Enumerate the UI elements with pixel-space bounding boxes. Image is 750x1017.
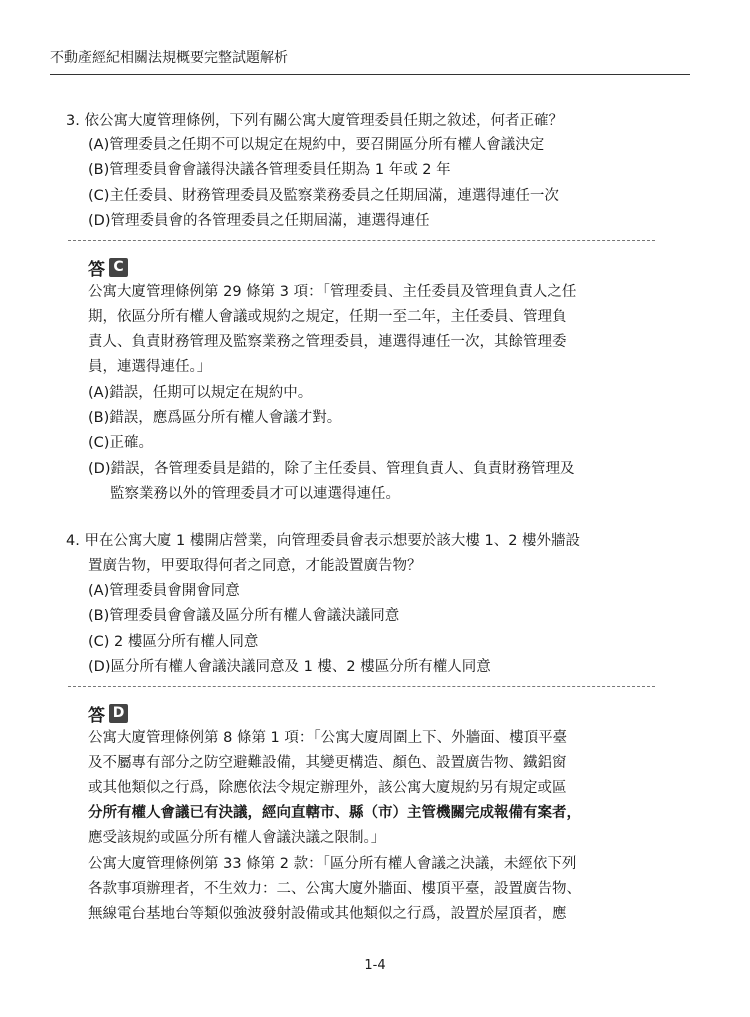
divider — [68, 686, 655, 687]
answer-letter: C — [109, 258, 128, 277]
q3-law-line: 期，依區分所有權人會議或規約之規定，任期一至二年，主任委員、管理負 — [88, 309, 567, 325]
q3-explanation-d: (D)錯誤，各管理委員是錯的，除了主任委員、管理負責人、負責財務管理及 — [88, 461, 575, 477]
q3-option-c: (C)主任委員、財務管理委員及監察業務委員之任期屆滿，連選得連任一次 — [88, 188, 559, 204]
q4-law2-line: 各款事項辦理者，不生效力：二、公寓大廈外牆面、樓頂平臺，設置廣告物、 — [88, 881, 581, 897]
q3-option-b: (B)管理委員會會議得決議各管理委員任期為 1 年或 2 年 — [88, 162, 451, 178]
q3-option-a: (A)管理委員之任期不可以規定在規約中，要召開區分所有權人會議決定 — [88, 137, 545, 153]
q4-law1-line: 分所有權人會議已有決議，經向直轄市、縣（市）主管機關完成報備有案者， — [88, 805, 581, 821]
q3-law-line: 責人、負責財務管理及監察業務之管理委員，連選得連任一次，其餘管理委 — [88, 334, 567, 350]
page-number: 1-4 — [364, 958, 386, 973]
q3-explanation-a: (A)錯誤，任期可以規定在規約中。 — [88, 385, 313, 401]
q3-explanation-b: (B)錯誤，應爲區分所有權人會議才對。 — [88, 410, 342, 426]
q4-law2-line: 無線電台基地台等類似強波發射設備或其他類似之行爲，設置於屋頂者，應 — [88, 906, 567, 922]
q3-explanation-c: (C)正確。 — [88, 435, 153, 451]
q4-answer-badge — [88, 701, 128, 726]
question-4-line-1: 4. 甲在公寓大廈 1 樓開店營業，向管理委員會表示想要於該大樓 1、2 樓外牆設 — [66, 533, 581, 549]
q4-law1-line: 及不屬專有部分之防空避難設備，其變更構造、顏色、設置廣告物、鐵鋁窗 — [88, 755, 567, 771]
q4-option-c: (C) 2 樓區分所有權人同意 — [88, 634, 259, 650]
q4-law1-line: 或其他類似之行爲，除應依法令規定辦理外，該公寓大廈規約另有規定或區 — [88, 780, 567, 796]
answer-label: 答 — [88, 706, 105, 726]
q4-option-a: (A)管理委員會開會同意 — [88, 583, 240, 599]
answer-letter: D — [109, 704, 128, 723]
q3-explanation-d-cont: 監察業務以外的管理委員才可以連選得連任。 — [110, 486, 400, 502]
answer-label: 答 — [88, 260, 105, 280]
divider — [68, 240, 655, 241]
page-header — [50, 47, 690, 75]
q4-law1-line: 應受該規約或區分所有權人會議決議之限制。」 — [88, 830, 386, 846]
q4-law2-line: 公寓大廈管理條例第 33 條第 2 款：「區分所有權人會議之決議，未經依下列 — [88, 856, 577, 872]
q4-option-d: (D)區分所有權人會議決議同意及 1 樓、2 樓區分所有權人同意 — [88, 659, 491, 675]
q4-law1-line: 公寓大廈管理條例第 8 條第 1 項：「公寓大廈周圍上下、外牆面、樓頂平臺 — [88, 730, 568, 746]
q4-option-b: (B)管理委員會會議及區分所有權人會議決議同意 — [88, 608, 400, 624]
q3-law-line: 員，連選得連任。」 — [88, 359, 212, 375]
question-4-line-2: 置廣告物，甲要取得何者之同意，才能設置廣告物？ — [88, 558, 422, 574]
q3-option-d: (D)管理委員會的各管理委員之任期屆滿，連選得連任 — [88, 213, 430, 229]
q3-law-line: 公寓大廈管理條例第 29 條第 3 項：「管理委員、主任委員及管理負責人之任 — [88, 284, 577, 300]
question-3: 3. 依公寓大廈管理條例，下列有關公寓大廈管理委員任期之敘述，何者正確？ — [66, 113, 563, 129]
q3-answer-badge — [88, 255, 128, 280]
header-title: 不動產經紀相關法規概要完整試題解析 — [50, 50, 288, 66]
